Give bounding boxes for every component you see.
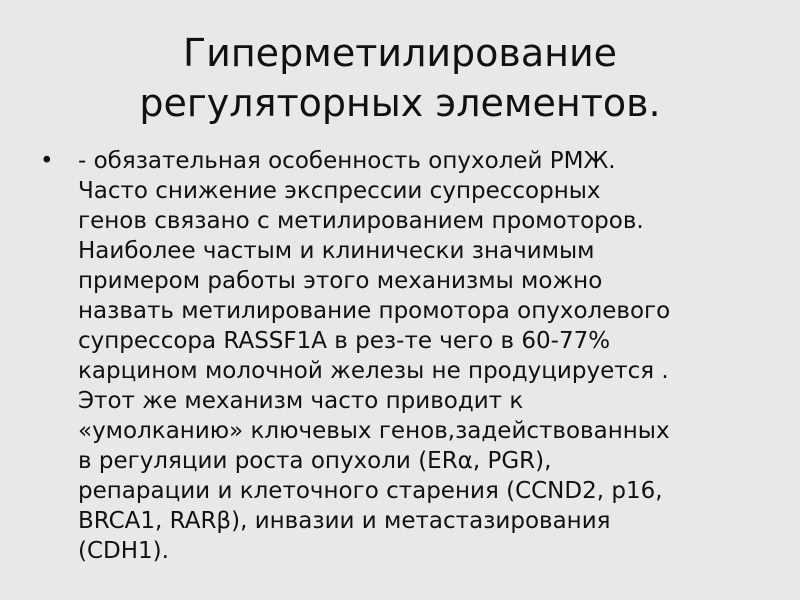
slide-title — [60, 28, 740, 128]
bullet-text-line: (CDH1). — [78, 538, 169, 564]
title-line-2: регуляторных элементов. — [139, 81, 661, 125]
bullet-text-line: в регуляции роста опухоли (ERα, PGR), — [78, 448, 552, 474]
bullet-text-line: - обязательная особенность опухолей РМЖ. — [78, 148, 616, 174]
bullet-text-line: примером работы этого механизмы можно — [78, 268, 603, 294]
title-line-1: Гиперметилирование — [182, 31, 618, 75]
bullet-icon: • — [40, 148, 54, 174]
bullet-text-line: Этот же механизм часто приводит к — [78, 388, 524, 414]
bullet-list — [38, 146, 758, 566]
bullet-text-line: Наиболее частым и клинически значимым — [78, 238, 595, 264]
bullet-text-line: назвать метилирование промотора опухолевого — [78, 298, 671, 324]
bullet-text-line: генов связано с метилированием промоторов. — [78, 208, 644, 234]
bullet-text-line: Часто снижение экспрессии супрессорных — [78, 178, 601, 204]
bullet-text-line: супрессора RASSF1A в рез-те чего в 60-77% — [78, 328, 611, 354]
bullet-text-line: «умолканию» ключевых генов,задействованных — [78, 418, 670, 444]
bullet-text-line: репарации и клеточного старения (CCND2, p16, — [78, 478, 663, 504]
bullet-text-line: карцином молочной железы не продуцируется . — [78, 358, 669, 384]
bullet-text-line: BRCA1, RARβ), инвазии и метастазирования — [78, 508, 611, 534]
bullet-item — [38, 146, 758, 566]
